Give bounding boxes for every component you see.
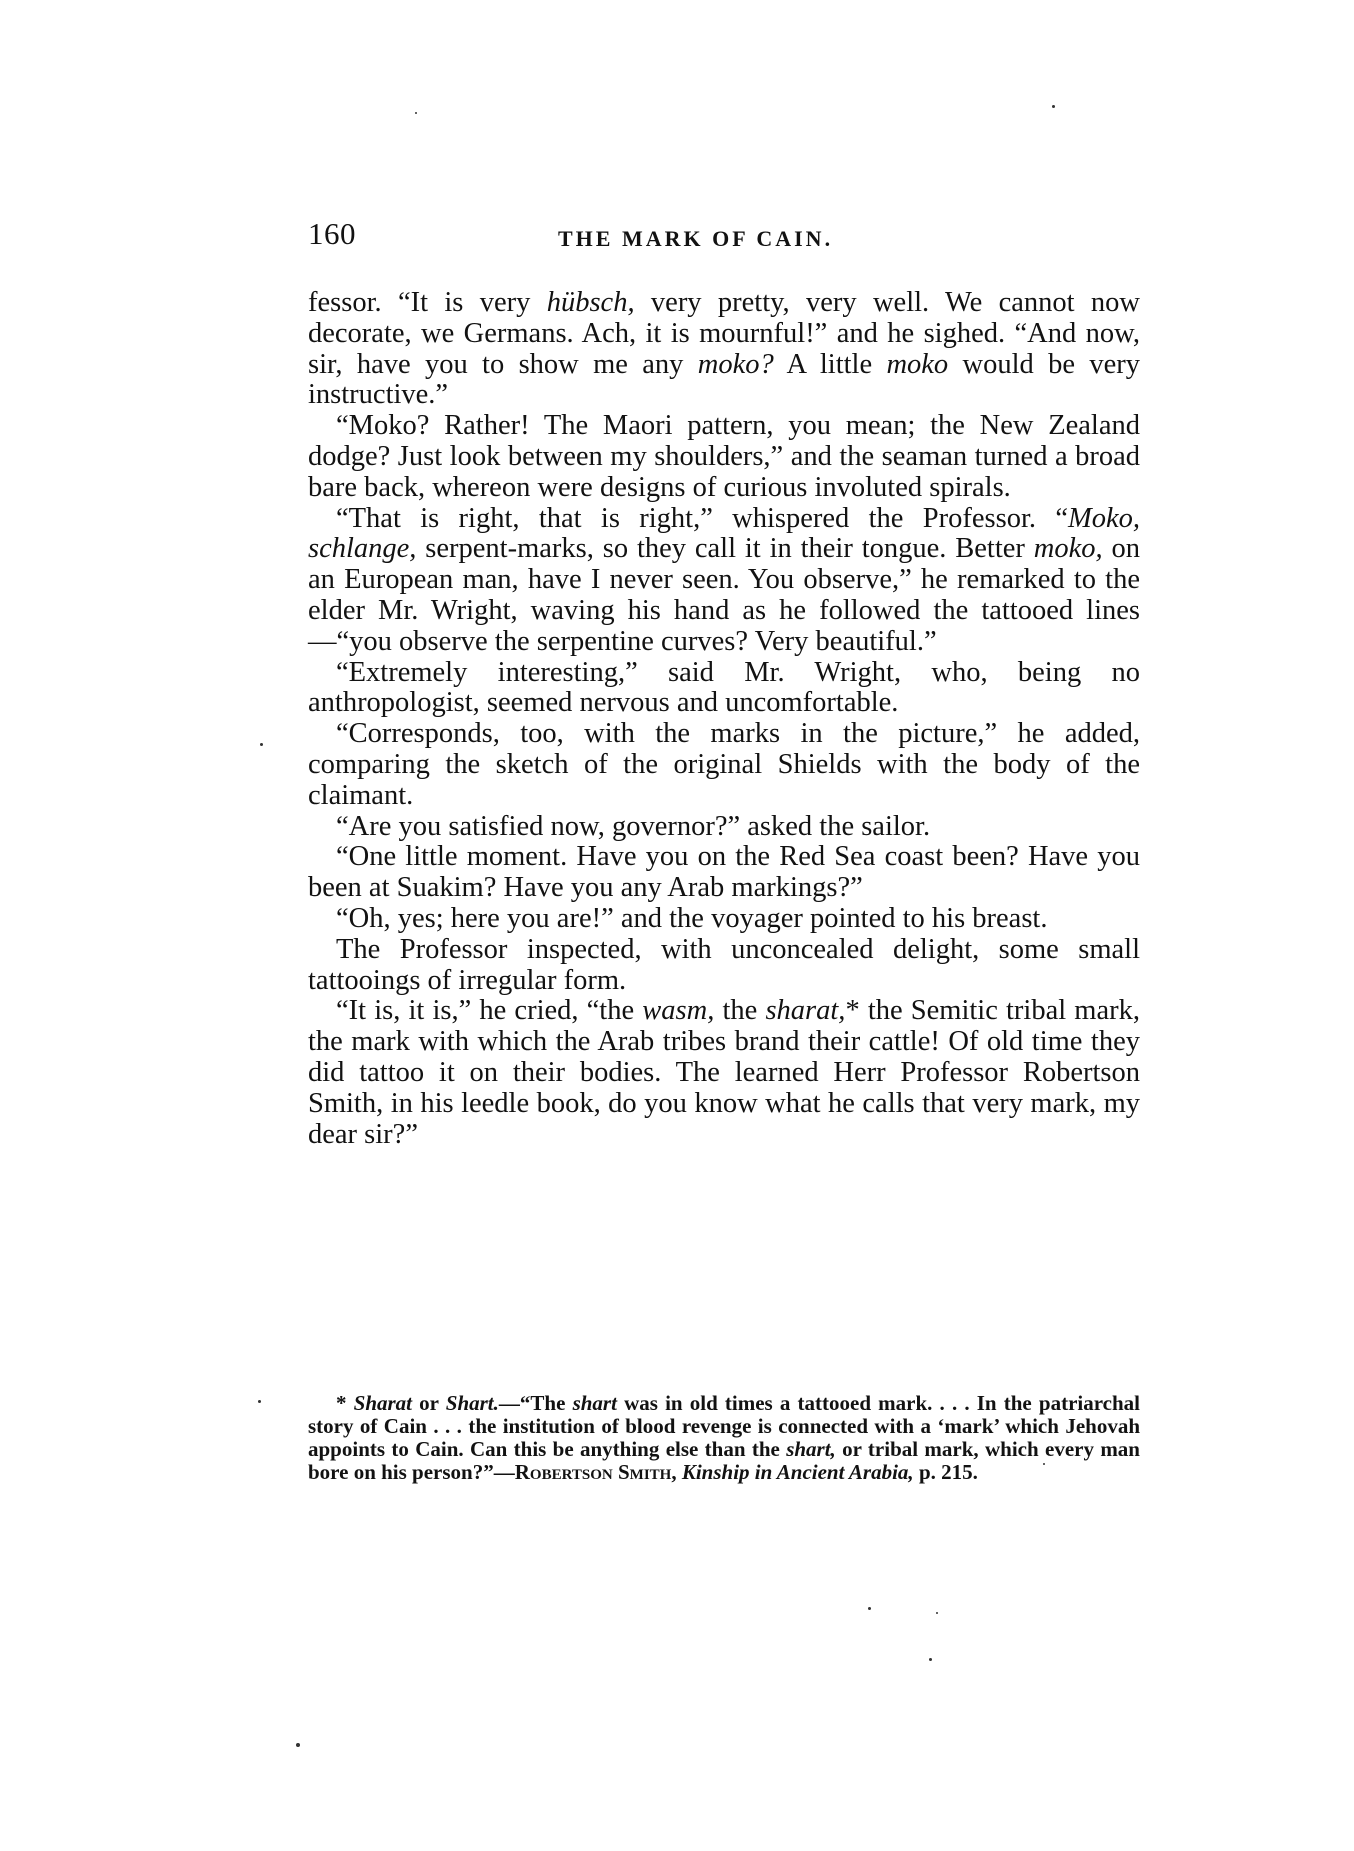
footnote: [308, 1392, 1140, 1484]
paragraph: fessor. “It is very hübsch, very pretty, very well. We cannot now decorate, we Germans. Ach, it is mournful!” and he sighed. “And now, sir, have you to show me any moko? A little moko would be very instructive.”: [308, 287, 1141, 411]
scan-speck: [936, 1612, 938, 1614]
paragraph: “Extremely interesting,” said Mr. Wright, who, being no anthropologist, seemed nervous and uncomfortable.: [308, 656, 1140, 719]
paragraph: “Oh, yes; here you are!” and the voyager pointed to his breast.: [336, 902, 1048, 934]
paragraph: “That is right, that is right,” whispered the Professor. “Moko, schlange, serpent-marks, so they call it in their tongue. Better moko, on an European man, have I never seen. You observe,” he remarked to the elder Mr. Wright, waving his hand as he followed the tattooed lines —“you observe the serpentine curves? Very beautiful.”: [308, 502, 1141, 657]
scan-speck: [415, 112, 417, 114]
scan-speck: [260, 743, 263, 746]
paragraph: The Professor inspected, with unconcealed delight, some small tattooings of irregular form.: [308, 933, 1140, 996]
scan-speck: [868, 1607, 871, 1610]
paragraph: “Moko? Rather! The Maori pattern, you mean; the New Zealand dodge? Just look between my shoulders,” and the seaman turned a broad bare back, whereon were designs of curious involuted spirals.: [308, 410, 1140, 503]
body-text: [308, 288, 1140, 1150]
scan-speck: [296, 1743, 300, 1747]
paragraph: “Are you satisfied now, governor?” asked the sailor.: [336, 810, 931, 842]
page-number: 160: [308, 216, 356, 251]
page-header: [308, 216, 1140, 260]
paragraph: “It is, it is,” he cried, “the wasm, the sharat,* the Semitic tribal mark, the mark with which the Arab tribes brand their cattle! Of old time they did tattoo it on their bodies. The learned Herr Professor Robertson Smith, in his leedle book, do you know what he calls that very mark, my dear sir?”: [308, 995, 1140, 1150]
paragraph: “Corresponds, too, with the marks in the picture,” he added, comparing the sketch of the original Shields with the body of the claimant.: [308, 718, 1140, 811]
running-head: THE MARK OF CAIN.: [558, 226, 834, 251]
scan-speck: [1052, 105, 1055, 108]
scan-speck: [1043, 1463, 1045, 1465]
scan-speck: [258, 1400, 261, 1403]
scan-speck: [929, 1658, 932, 1661]
footnote-text: * Sharat or Shart.—“The shart was in old times a tattooed mark. . . . In the patriarchal story of Cain . . . the institution of blood revenge is connected with a ‘mark’ which Jehovah appoints to Cain. Can this be anything else than the shart, or tribal mark, which every man bore on his person?”—Robertson Smith, Kinship in Ancient Arabia, p. 215.: [308, 1391, 1140, 1484]
paragraph: “One little moment. Have you on the Red Sea coast been? Have you been at Suakim? Have you any Arab markings?”: [308, 841, 1140, 904]
